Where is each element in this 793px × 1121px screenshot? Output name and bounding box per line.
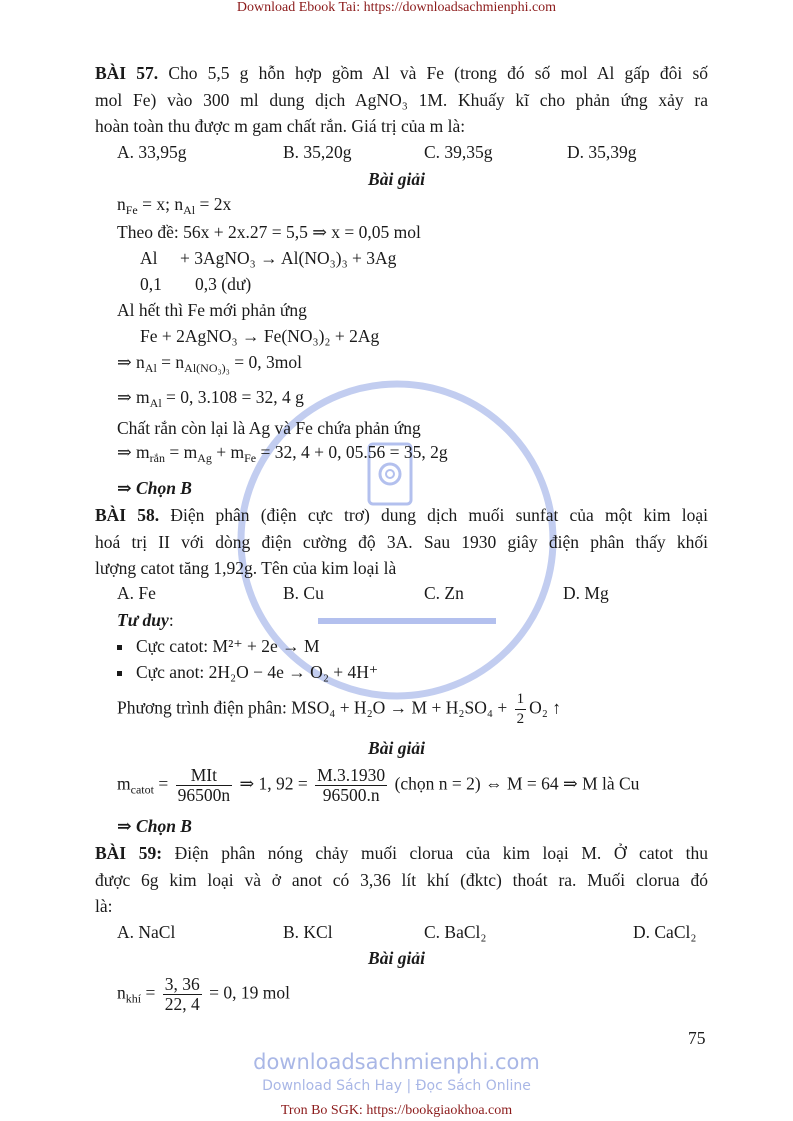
bai58-answer: ⇒ Chọn B: [117, 816, 192, 836]
bai59-question-line3: là:: [95, 896, 113, 916]
bai57-option-a: A. 33,95g: [117, 142, 187, 162]
bai58-question-line2: hoá trị II với dòng điện cường độ 3A. Sau 1930 giây điện phân thấy khối: [95, 532, 708, 552]
bai58-equation: Phương trình điện phân: MSO₄ + H₂O → M + H₂SO₄ + $\frac{1}{2}$ O₂ ↑: [117, 691, 561, 727]
bai57-step1: $n_{Fe} = x$; $n_{Al} = 2x$: [117, 194, 232, 217]
bai58-solution-title: Bài giải: [368, 738, 425, 758]
bai58-question-line3: lượng catot tăng 1,92g. Tên của kim loại là: [95, 558, 397, 578]
header-download-link[interactable]: Download Ebook Tai: https://downloadsachmienphi.com: [236, 0, 557, 15]
bullet-icon: [117, 645, 122, 650]
bai57-option-c: C. 39,35g: [424, 142, 493, 162]
watermark-site: downloadsachmienphi.com: [253, 1050, 540, 1074]
bai58-think-title: Tư duy:: [117, 610, 174, 630]
bai57-step2: Theo đề: 56x + 2x.27 = 5,5 ⇒ x = 0,05 mol: [117, 222, 421, 242]
bullet-icon: [117, 671, 122, 676]
bai59-solution-title: Bài giải: [368, 948, 425, 968]
footer-sgk-link[interactable]: Tron Bo SGK: https://bookgiaokhoa.com: [280, 1103, 513, 1118]
bai57-solution-title: Bài giải: [368, 169, 425, 189]
at-sign-icon: [380, 464, 400, 484]
bai58-bullet-catot: Cực catot: M²⁺ + 2e → M: [117, 635, 320, 657]
bai58-option-c: C. Zn: [424, 583, 464, 603]
bai59-question-line1: BÀI 59: Điện phân nóng chảy muối clorua của kim loại M. Ở catot thu: [95, 843, 708, 863]
bai57-question-line3: hoàn toàn thu được m gam chất rắn. Giá trị của m là:: [95, 116, 466, 136]
bai57-step6: Fe + 2AgNO₃ → Fe(NO₃)₂ + 2Ag: [140, 326, 380, 346]
bai57-step9: Chất rắn còn lại là Ag và Fe chứa phản ứng: [117, 418, 421, 438]
bai57-step3: Al + 3AgNO₃ → Al(NO₃)₃ + 3Ag: [140, 248, 397, 268]
bai59-question-line2: được 6g kim loại và ở anot có 3,36 lít khí (đktc) thoát ra. Muối clorua đó: [95, 870, 708, 890]
bai58-formula: $m_{catot}$ = $\frac{\text{MIt}}{96500n}$ ⇒ 1, 92 = $\frac{M.3.1930}{96500.n}$ (chọn n = 2) ⇔ M = 64 ⇒ M là Cu: [117, 765, 640, 805]
bai59-option-d: D. CaCl₂: [633, 922, 697, 942]
bai57-step4: 0,1 0,3 (dư): [140, 274, 252, 294]
page-number: 75: [688, 1028, 706, 1048]
bai58-option-d: D. Mg: [563, 583, 609, 603]
bai59-option-b: B. KCl: [283, 922, 333, 942]
bai57-option-d: D. 35,39g: [567, 142, 637, 162]
bai59-option-a: A. NaCl: [117, 922, 176, 942]
bai57-step10: ⇒ $m_{rắn} = m_{Ag} + m_{Fe} = 32$, 4 + 0, 05.56 = 35, 2g: [117, 442, 448, 465]
bai57-step8: ⇒ $m_{Al} = 0$, 3.108 = 32, 4 g: [117, 387, 304, 410]
bai57-question-line1: BÀI 57. Cho 5,5 g hỗn hợp gồm Al và Fe (trong đó số mol Al gấp đôi số: [95, 63, 708, 83]
bai57-step7: ⇒ $n_{Al} = n_{Al(NO_3)_3} = 0$, 3mol: [117, 352, 302, 375]
bai59-formula: $n_{khí}$ = $\frac{3, 36}{22, 4}$ = 0, 19 mol: [117, 974, 290, 1014]
bai58-bullet-anot: Cực anot: 2H₂O − 4e → O₂ + 4H⁺: [117, 661, 378, 683]
bai57-step5: Al hết thì Fe mới phản ứng: [117, 300, 307, 320]
bai58-option-b: B. Cu: [283, 583, 324, 603]
bai57-answer: ⇒ Chọn B: [117, 478, 192, 498]
bai57-option-b: B. 35,20g: [283, 142, 352, 162]
bai58-question-line1: BÀI 58. Điện phân (điện cực trơ) dung dịch muối sunfat của một kim loại: [95, 505, 708, 525]
bai57-question-line2: mol Fe) vào 300 ml dung dịch AgNO₃ 1M. Khuấy kĩ cho phản ứng xảy ra: [95, 90, 708, 110]
bai59-option-c: C. BaCl₂: [424, 922, 487, 942]
bai58-option-a: A. Fe: [117, 583, 156, 603]
watermark-tagline: Download Sách Hay | Đọc Sách Online: [262, 1078, 531, 1094]
